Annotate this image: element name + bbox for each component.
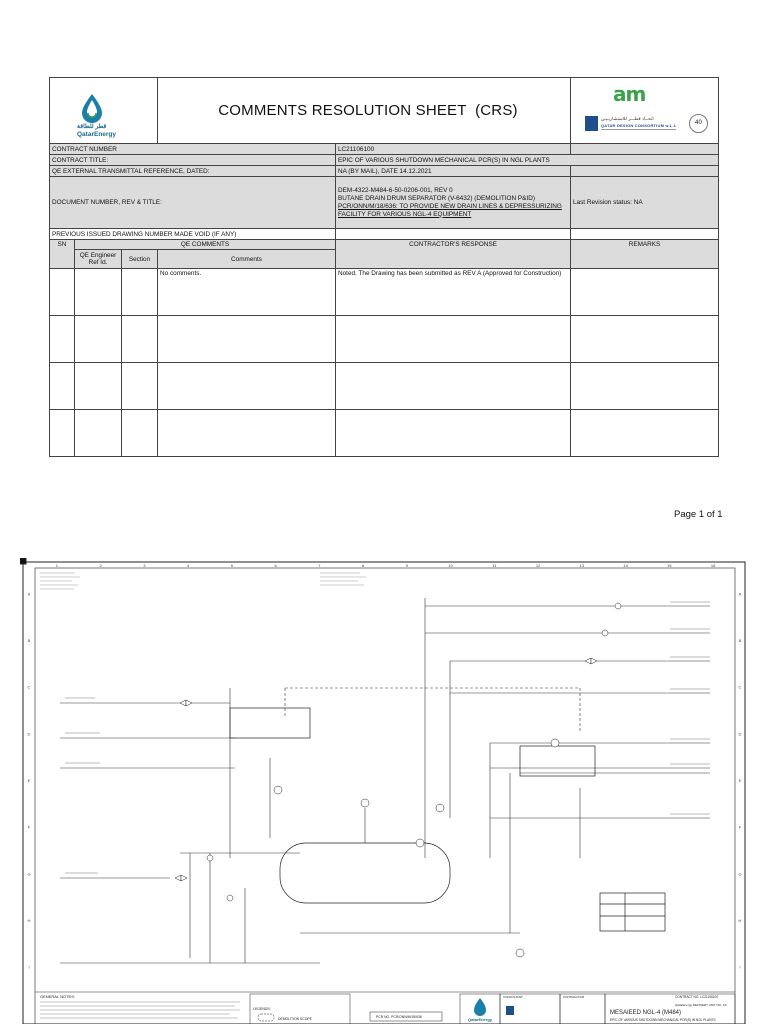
column-number-8: 8 (362, 563, 365, 568)
right-row-letter-g: G (738, 871, 742, 877)
left-row-letter-f: F (27, 824, 31, 830)
refinery-label: QatarEnergy REFINERY UNIT NO. XX (675, 1003, 727, 1007)
right-row-letter-c: C (738, 684, 742, 690)
column-number-1: 1 (55, 563, 58, 568)
legends-title: LEGENDS: (253, 1007, 271, 1011)
previous-drawing-value (336, 229, 571, 240)
contract-number-label: CONTRACT NUMBER (50, 144, 336, 155)
column-number-4: 4 (187, 563, 190, 568)
transmittal-empty (571, 166, 719, 177)
pcr-box-text: PCR NO. PCR/ONN/M/18/636 (376, 1015, 422, 1019)
response-cell: Noted. The Drawing has been submitted as REV A (Approved for Construction) (336, 269, 571, 316)
left-row-letter-c: C (27, 684, 31, 690)
column-number-7: 7 (318, 563, 321, 568)
remarks-cell (571, 363, 719, 410)
contractor-label: CONTRACTOR (563, 995, 585, 999)
qdc-logo-name: QATAR DESIGN CONSORTIUM w.L.L (601, 123, 677, 128)
section-cell (122, 316, 158, 363)
left-row-letter-i: I (28, 964, 30, 970)
previous-drawing-empty (571, 229, 719, 240)
table-row (50, 410, 719, 457)
column-number-15: 15 (667, 563, 672, 568)
previous-drawing-label: PREVIOUS ISSUED DRAWING NUMBER MADE VOID (IF ANY) (50, 229, 336, 240)
pid-valves (175, 603, 621, 957)
contract-number-value: LC21106100 (336, 144, 571, 155)
drain-drum-vessel (280, 843, 450, 903)
section-cell (122, 410, 158, 457)
instrument-box (600, 893, 665, 931)
consultant-label: CONSULTANT (503, 995, 523, 999)
column-number-5: 5 (230, 563, 233, 568)
column-number-10: 10 (448, 563, 453, 568)
page-number: Page 1 of 1 (674, 509, 723, 520)
column-number-11: 11 (492, 563, 497, 568)
qe-engineer-header: QE Engineer Ref Id. (75, 250, 122, 269)
right-row-letter-h: H (738, 918, 742, 923)
row-letter-markers (27, 591, 741, 969)
column-number-6: 6 (274, 563, 277, 568)
sn-cell (50, 269, 75, 316)
column-number-9: 9 (405, 563, 408, 568)
column-number-14: 14 (623, 563, 628, 568)
comments-header: Comments (158, 250, 336, 269)
qdc-logo-line (601, 129, 676, 130)
right-tank (520, 746, 595, 776)
engineer-cell (75, 363, 122, 410)
section-header: Section (122, 250, 158, 269)
qatarenergy-logo-cell (50, 78, 158, 144)
remarks-cell (571, 316, 719, 363)
qdc-logo-mark: am (613, 82, 646, 106)
remarks-cell (571, 269, 719, 316)
left-row-letter-b: B (27, 638, 31, 643)
section-cell (122, 363, 158, 410)
column-number-2: 2 (99, 563, 102, 568)
pid-drawing (20, 558, 748, 1024)
right-row-letter-a: A (738, 591, 742, 597)
pid-process-lines (60, 598, 710, 963)
column-number-3: 3 (143, 563, 146, 568)
column-number-12: 12 (535, 563, 541, 568)
comment-cell: No comments. (158, 269, 336, 316)
qdc-anniversary-badge (689, 114, 708, 133)
document-pcr-line: PCR/ONN/M/18/636: TO PROVIDE NEW DRAIN LINES & DEPRESSURIZING (338, 202, 562, 210)
sn-cell (50, 316, 75, 363)
engineer-cell (75, 316, 122, 363)
response-cell (336, 316, 571, 363)
response-cell (336, 410, 571, 457)
engineer-cell (75, 269, 122, 316)
table-row (50, 363, 719, 410)
contract-no-label: CONTRACT NO. LC21106100 (675, 995, 719, 999)
pid-dashed-lines (285, 688, 580, 733)
crs-title: COMMENTS RESOLUTION SHEET (CRS) (218, 102, 518, 119)
sn-cell (50, 363, 75, 410)
qdc-logo (570, 78, 717, 144)
pid-vessels (230, 708, 665, 931)
right-row-letter-e: E (738, 778, 742, 783)
left-row-letter-a: A (27, 591, 31, 597)
column-number-16: 16 (710, 563, 716, 568)
qdc-badge-number: 40 (694, 120, 703, 126)
contract-title-value: EPIC OF VARIOUS SHUTDOWN MECHANICAL PCR(S) IN NGL PLANTS (336, 155, 719, 166)
comment-cell (158, 410, 336, 457)
right-row-letter-f: F (738, 824, 742, 830)
column-number-13: 13 (579, 563, 585, 568)
qe-comments-header: QE COMMENTS (75, 240, 336, 250)
comment-cell (158, 363, 336, 410)
column-number-markers (56, 563, 716, 568)
contractor-response-header: CONTRACTOR'S RESPONSE (336, 240, 571, 269)
response-cell (336, 363, 571, 410)
crs-table (49, 77, 719, 457)
qdc-logo-arabic: اتحــاد قطـــر للاستشاريـيـن (601, 116, 654, 121)
drawing-title: MESAIEED NGL-4 (M484) (610, 1010, 682, 1016)
contract-number-empty (571, 144, 719, 155)
remarks-cell (571, 410, 719, 457)
transmittal-value: NA (BY MAIL), DATE 14.12.2021 (336, 166, 571, 177)
sn-header: SN (50, 240, 75, 269)
left-row-letter-g: G (27, 871, 31, 877)
title-block (35, 992, 735, 1024)
document-facility-line: FACILITY FOR VARIOUS NGL-4 EQUIPMENT (338, 210, 472, 218)
document-label: DOCUMENT NUMBER, REV & TITLE: (50, 177, 336, 229)
right-row-letter-d: D (738, 731, 742, 737)
right-row-letter-i: I (739, 964, 741, 970)
qatarenergy-logo-arabic: قطر للطاقة (77, 123, 107, 130)
pid-notes-block (40, 573, 366, 589)
drawing-frame (20, 558, 745, 1024)
contract-title-label: CONTRACT TITLE: (50, 155, 336, 166)
pid-line-labels (65, 602, 710, 873)
title-block-logo-icon (474, 998, 486, 1016)
drawing-subtitle: EPIC OF VARIOUS SHUTDOWN MECHANICAL PCR(S) IN NGL PLANTS (610, 1018, 716, 1022)
engineer-cell (75, 410, 122, 457)
table-row (50, 269, 719, 316)
remarks-header: REMARKS (571, 240, 719, 269)
document-title-line: BUTANE DRAIN DRUM SEPARATOR (V-6432) (DEMOLITION P&ID) (338, 194, 535, 202)
comment-cell (158, 316, 336, 363)
document-title (158, 78, 719, 144)
qatarenergy-logo-text: QatarEnergy (77, 130, 117, 138)
right-row-letter-b: B (738, 638, 742, 643)
legend-demolition-scope: DEMOLITION SCOPE (278, 1017, 312, 1021)
upper-tank (230, 708, 310, 738)
title-block-logo-text: QatarEnergy (468, 1017, 493, 1022)
document-number: DEM-4322-M484-6-50-0206-001, REV 0 (338, 186, 453, 194)
left-row-letter-h: H (27, 918, 31, 923)
revision-status: Last Revision status: NA (571, 177, 719, 229)
sn-cell (50, 410, 75, 457)
left-row-letter-e: E (27, 778, 31, 783)
qdc-square-icon (585, 116, 598, 131)
document-value (336, 177, 571, 229)
left-row-letter-d: D (27, 731, 31, 737)
section-cell (122, 269, 158, 316)
table-row (50, 316, 719, 363)
transmittal-label: QE EXTERNAL TRANSMITTAL REFERENCE, DATED: (50, 166, 336, 177)
general-notes-title: GENERAL NOTES: (40, 994, 75, 999)
